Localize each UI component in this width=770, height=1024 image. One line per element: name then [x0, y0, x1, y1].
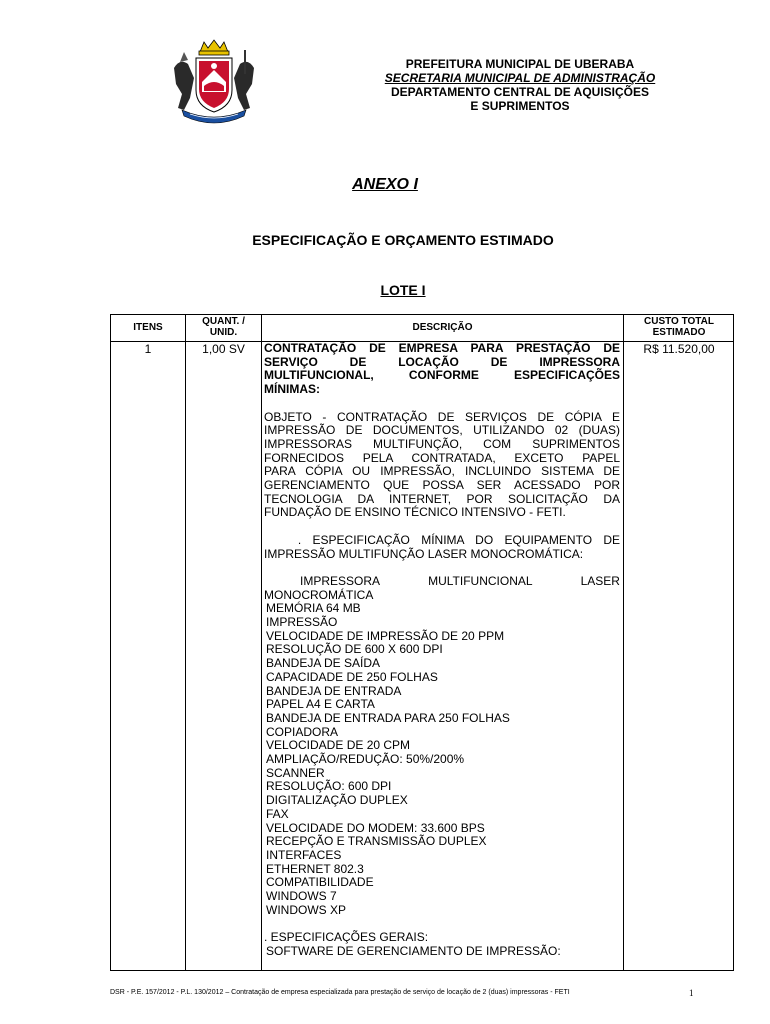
column-divider [623, 315, 624, 970]
feature-item: FAX [266, 806, 289, 821]
header-estimated-cost [624, 316, 734, 338]
feature-item: BANDEJA DE SAÍDA [266, 656, 381, 671]
object-line: IMPRESSORAS MULTIFUNÇÃO, COM SUPRIMENTOS [264, 436, 620, 451]
annex-title: ANEXO I [352, 176, 418, 193]
cell-estimated-cost: R$ 11.520,00 [643, 342, 715, 356]
feature-list [264, 602, 620, 917]
header-quantity-line2: UNID. [209, 327, 238, 338]
header-description: DESCRIÇÃO [412, 322, 473, 333]
cell-description [264, 342, 620, 959]
description-title-line: MULTIFUNCIONAL, CONFORME ESPECIFICAÇÕES [264, 368, 620, 383]
general-line: SOFTWARE DE GERENCIAMENTO DE IMPRESSÃO: [266, 943, 561, 958]
feature-item: WINDOWS XP [266, 902, 346, 917]
column-divider [261, 315, 262, 970]
general-line: . ESPECIFICAÇÕES GERAIS: [264, 930, 429, 945]
object-line: FORNECIDOS PELA CONTRATADA, EXCETO PAPEL [264, 450, 620, 465]
column-divider [185, 315, 186, 970]
description-object [264, 411, 620, 521]
feature-item: COPIADORA [266, 724, 339, 739]
cell-quantity: 1,00 SV [202, 342, 245, 356]
header-line-prefeitura: PREFEITURA MUNICIPAL DE UBERABA [405, 57, 635, 71]
description-title-line: SERVIÇO DE LOCAÇÃO DE IMPRESSORA [264, 354, 620, 369]
feature-item: VELOCIDADE DE 20 CPM [266, 738, 411, 753]
coat-of-arms-logo [164, 38, 264, 124]
feature-item: BANDEJA DE ENTRADA PARA 250 FOLHAS [266, 710, 510, 725]
object-line: OBJETO - CONTRATAÇÃO DE SERVIÇOS DE CÓPIA E [264, 409, 620, 424]
object-line: GERENCIAMENTO QUE POSSA SER ACESSADO POR [264, 478, 620, 493]
description-printer-model [264, 575, 620, 602]
header-block [355, 57, 685, 113]
lot-title: LOTE I [380, 282, 426, 298]
feature-item: ETHERNET 802.3 [266, 861, 364, 876]
feature-item: BANDEJA DE ENTRADA [266, 683, 402, 698]
spec-line: . ESPECIFICAÇÃO MÍNIMA DO EQUIPAMENTO DE [264, 532, 620, 547]
document-subtitle: ESPECIFICAÇÃO E ORÇAMENTO ESTIMADO [252, 232, 554, 248]
printer-line1: IMPRESSORA MULTIFUNCIONAL LASER [300, 573, 620, 588]
page-number: 1 [689, 988, 694, 998]
description-general [264, 931, 620, 958]
feature-item: COMPATIBILIDADE [266, 875, 374, 890]
feature-item: SCANNER [266, 765, 325, 780]
header-line-departamento: DEPARTAMENTO CENTRAL DE AQUISIÇÕES [390, 85, 650, 99]
description-spec-intro [264, 534, 620, 561]
header-line-secretaria: SECRETARIA MUNICIPAL DE ADMINISTRAÇÃO [384, 71, 656, 85]
feature-item: AMPLIAÇÃO/REDUÇÃO: 50%/200% [266, 752, 465, 767]
feature-item: RECEPÇÃO E TRANSMISSÃO DUPLEX [266, 834, 487, 849]
header-line-suprimentos: E SUPRIMENTOS [470, 99, 570, 113]
description-title-line: CONTRATAÇÃO DE EMPRESA PARA PRESTAÇÃO DE [264, 341, 620, 355]
object-line: PARA CÓPIA OU IMPRESSÃO, INCLUINDO SISTEMA DE [264, 464, 620, 479]
feature-item: WINDOWS 7 [266, 889, 337, 904]
feature-item: INTERFACES [266, 847, 342, 862]
feature-item: RESOLUÇÃO DE 600 X 600 DPI [266, 642, 443, 657]
feature-item: DIGITALIZAÇÃO DUPLEX [266, 793, 408, 808]
budget-table [110, 314, 734, 971]
header-cost-line2: ESTIMADO [652, 327, 706, 338]
feature-item: PAPEL A4 E CARTA [266, 697, 375, 712]
cell-item-number: 1 [144, 342, 152, 356]
page-footer: DSR - P.E. 157/2012 - P.L. 130/2012 – Contratação de empresa especializada para prestação de serviço de locação de 2 (duas) impressoras - FETI [110, 989, 570, 996]
feature-item: RESOLUÇÃO: 600 DPI [266, 779, 392, 794]
feature-item: MEMÓRIA 64 MB [266, 601, 361, 616]
header-cost-line1: CUSTO TOTAL [644, 316, 714, 327]
description-title-line: MÍNIMAS: [264, 382, 320, 397]
feature-item: VELOCIDADE DO MODEM: 33.600 BPS [266, 820, 485, 835]
feature-item: IMPRESSÃO [266, 615, 338, 630]
object-line: TECNOLOGIA DA INTERNET, POR SOLICITAÇÃO DA [264, 491, 620, 506]
feature-item: VELOCIDADE DE IMPRESSÃO DE 20 PPM [266, 628, 505, 643]
object-line: IMPRESSÃO DE DOCUMENTOS, UTILIZANDO 02 (DUAS) [264, 423, 620, 438]
object-line: FUNDAÇÃO DE ENSINO TÉCNICO INTENSIVO - FETI. [264, 505, 566, 520]
feature-item: CAPACIDADE DE 250 FOLHAS [266, 669, 438, 684]
header-quantity-line1: QUANT. / [202, 316, 245, 327]
spec-line: IMPRESSÃO MULTIFUNÇÃO LASER MONOCROMÁTICA: [264, 546, 584, 561]
description-title [264, 342, 620, 397]
header-quantity [186, 316, 261, 338]
printer-line2: MONOCROMÁTICA [264, 587, 374, 602]
header-items: ITENS [133, 322, 163, 333]
